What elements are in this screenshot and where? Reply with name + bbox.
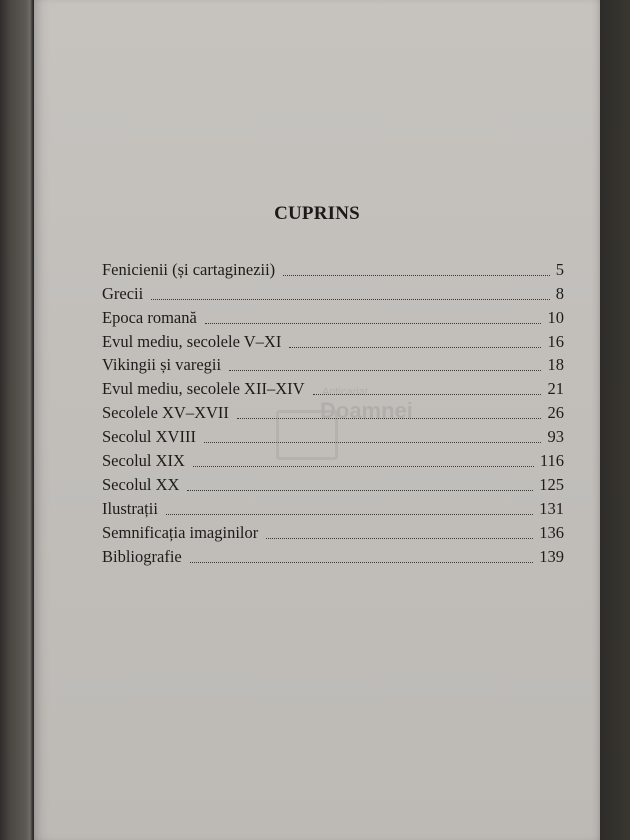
toc-dot-leader — [266, 538, 533, 539]
toc-entry-page: 131 — [539, 498, 564, 518]
toc-entry-page: 139 — [539, 546, 564, 566]
toc-entry-label: Evul mediu, secolele V–XI — [102, 331, 282, 351]
toc-dot-leader — [289, 347, 541, 348]
toc-dot-leader — [283, 275, 550, 276]
toc-entry-page: 136 — [539, 522, 564, 542]
toc-dot-leader — [313, 394, 541, 395]
toc-entry-label: Fenicienii (și cartaginezii) — [102, 259, 276, 279]
table-of-contents — [102, 258, 564, 569]
toc-entry — [102, 401, 564, 425]
toc-dot-leader — [193, 466, 534, 467]
toc-entry-label: Grecii — [102, 283, 144, 303]
toc-entry-page: 125 — [539, 474, 564, 494]
toc-dot-leader — [205, 323, 541, 324]
toc-entry — [102, 497, 564, 521]
toc-entry — [102, 425, 564, 449]
toc-dot-leader — [166, 514, 533, 515]
toc-entry — [102, 473, 564, 497]
toc-dot-leader — [187, 490, 533, 491]
toc-entry-page: 26 — [547, 403, 564, 423]
toc-entry-label: Secolele XV–XVII — [102, 403, 229, 423]
toc-dot-leader — [190, 562, 533, 563]
toc-entry-label: Secolul XIX — [102, 451, 185, 471]
toc-entry-page: 18 — [547, 355, 564, 375]
toc-entry-label: Evul mediu, secolele XII–XIV — [102, 379, 305, 399]
toc-entry-label: Secolul XVIII — [102, 427, 196, 447]
toc-entry-label: Secolul XX — [102, 474, 180, 494]
toc-dot-leader — [229, 370, 541, 371]
toc-entry — [102, 377, 564, 401]
toc-dot-leader — [204, 442, 541, 443]
toc-entry — [102, 306, 564, 330]
toc-entry — [102, 258, 564, 282]
toc-entry — [102, 354, 564, 378]
book-page — [34, 0, 600, 840]
toc-entry-page: 10 — [547, 307, 564, 327]
toc-entry-page: 5 — [555, 259, 564, 279]
toc-entry-page: 116 — [539, 451, 564, 471]
toc-entry-label: Bibliografie — [102, 546, 182, 566]
toc-entry-label: Ilustrații — [102, 498, 158, 518]
watermark-text-large: Doamnei — [320, 398, 413, 423]
toc-entry — [102, 282, 564, 306]
toc-entry — [102, 330, 564, 354]
toc-title: CUPRINS — [274, 203, 360, 224]
toc-entry-label: Epoca romană — [102, 307, 197, 327]
toc-dot-leader — [151, 299, 550, 300]
toc-entry — [102, 449, 564, 473]
toc-entry — [102, 521, 564, 545]
toc-entry-label: Vikingii și varegii — [102, 355, 222, 375]
toc-entry-page: 16 — [547, 331, 564, 351]
toc-entry-page: 8 — [555, 283, 564, 303]
watermark-text-small: Anticariat — [322, 386, 368, 398]
toc-entry-label: Semnificația imaginilor — [102, 522, 259, 542]
toc-entry-page: 21 — [547, 379, 564, 399]
toc-entry-page: 93 — [547, 427, 564, 447]
toc-entry — [102, 545, 564, 569]
toc-dot-leader — [237, 418, 541, 419]
